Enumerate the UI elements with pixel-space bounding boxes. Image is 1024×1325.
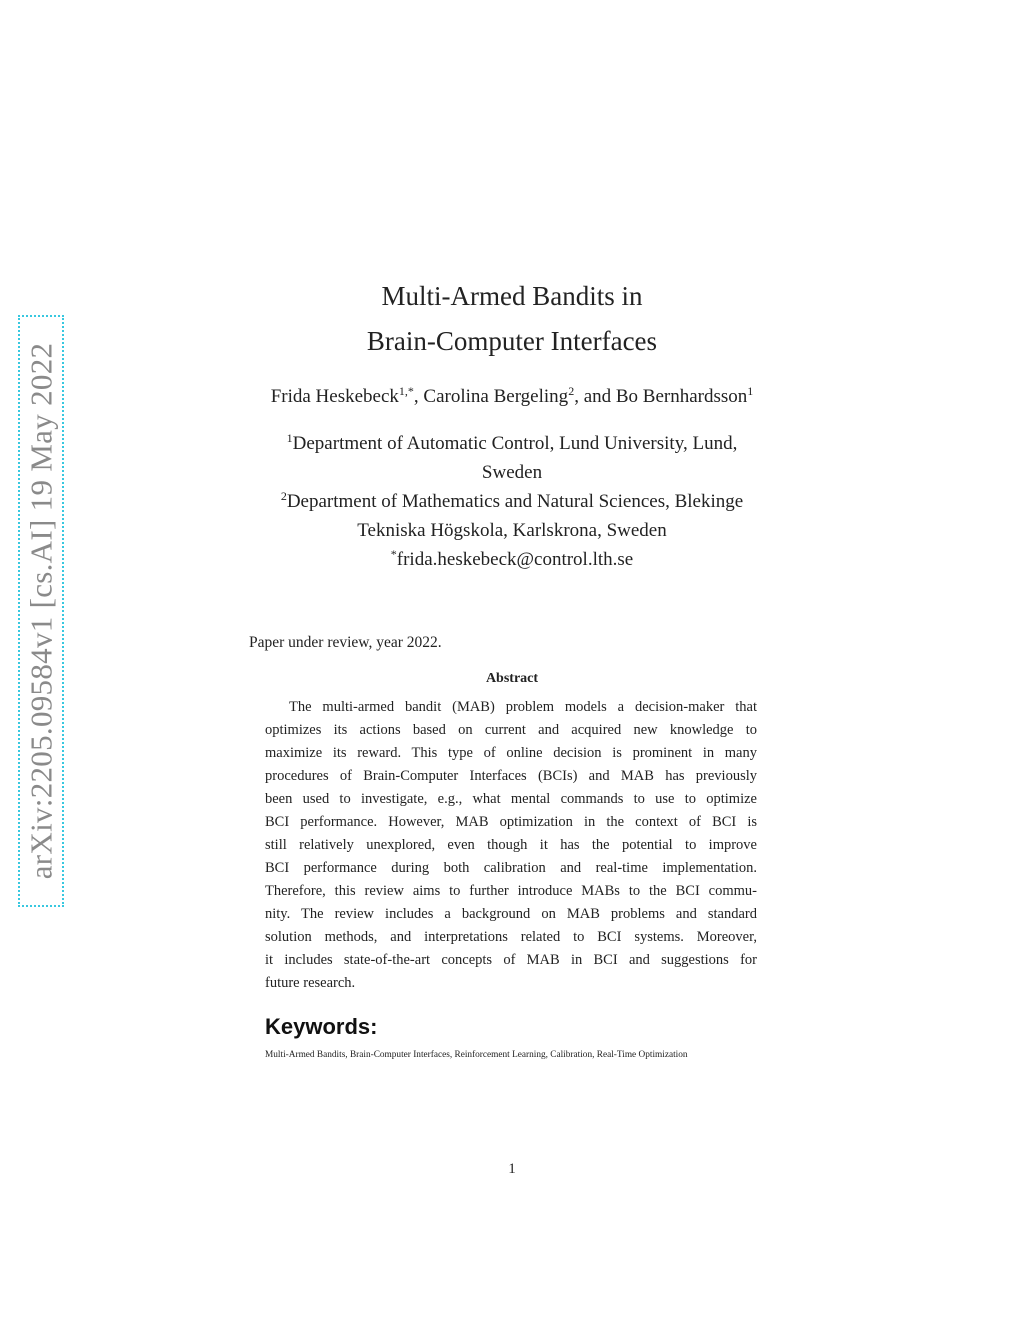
email-address[interactable]: frida.heskebeck@control.lth.se xyxy=(396,549,634,570)
abstract-line: it includes state-of-the-art concepts of MAB in BCI and suggestions for xyxy=(265,952,757,968)
author-list xyxy=(0,386,1024,408)
affiliation-mark: 2 xyxy=(280,489,287,503)
abstract-line: future research. xyxy=(265,975,356,991)
affiliation-1-continued: Sweden xyxy=(481,462,543,483)
affiliation-1 xyxy=(0,433,1024,455)
affiliation-text: Department of Mathematics and Natural Sciences, Blekinge xyxy=(286,491,744,512)
corresponding-email xyxy=(0,549,1024,571)
email-mark: * xyxy=(390,547,397,561)
author-separator: , and xyxy=(574,386,616,407)
abstract-line: The multi-armed bandit (MAB) problem models a decision-maker that xyxy=(289,699,757,715)
abstract-line: BCI performance. However, MAB optimization in the context of BCI is xyxy=(265,814,757,830)
abstract-line: solution methods, and interpretations related to BCI systems. Moreover, xyxy=(265,929,757,945)
abstract-line: Therefore, this review aims to further introduce MABs to the BCI commu- xyxy=(265,883,757,899)
paper-title-line-2: Brain-Computer Interfaces xyxy=(366,326,658,356)
author-separator: , xyxy=(413,386,424,407)
abstract-line: nity. The review includes a background on MAB problems and standard xyxy=(265,906,757,922)
abstract-line: still relatively unexplored, even though it has the potential to improve xyxy=(265,837,757,853)
keywords-list: Multi-Armed Bandits, Brain-Computer Interfaces, Reinforcement Learning, Calibration, Real-Time Optimization xyxy=(265,1050,688,1060)
abstract-line: been used to investigate, e.g., what mental commands to use to optimize xyxy=(265,791,757,807)
author-name: Carolina Bergeling xyxy=(423,386,569,407)
paper-title-line-1: Multi-Armed Bandits in xyxy=(381,281,643,311)
affiliation-text: Department of Automatic Control, Lund University, Lund, xyxy=(292,433,738,454)
author-name: Frida Heskebeck xyxy=(270,386,399,407)
keywords-heading: Keywords: xyxy=(265,1014,378,1039)
author-affiliation-mark: 1 xyxy=(747,384,754,398)
abstract-line: procedures of Brain-Computer Interfaces (BCIs) and MAB has previously xyxy=(265,768,757,784)
abstract-line: BCI performance during both calibration and real-time implementation. xyxy=(265,860,757,876)
abstract-line: maximize its reward. This type of online decision is prominent in many xyxy=(265,745,757,761)
page-number: 1 xyxy=(508,1161,516,1177)
author-affiliation-mark: 2 xyxy=(568,384,575,398)
author-affiliation-mark: 1,* xyxy=(398,384,414,398)
review-note: Paper under review, year 2022. xyxy=(249,634,442,651)
abstract-heading: Abstract xyxy=(485,671,539,686)
affiliation-mark: 1 xyxy=(286,431,293,445)
arxiv-identifier: arXiv:2205.09584v1 [cs.AI] 19 May 2022 xyxy=(23,342,59,880)
abstract-line: optimizes its actions based on current and acquired new knowledge to xyxy=(265,722,757,738)
author-name: Bo Bernhardsson xyxy=(615,386,748,407)
affiliation-2 xyxy=(0,491,1024,513)
affiliation-2-continued: Tekniska Högskola, Karlskrona, Sweden xyxy=(357,520,667,541)
